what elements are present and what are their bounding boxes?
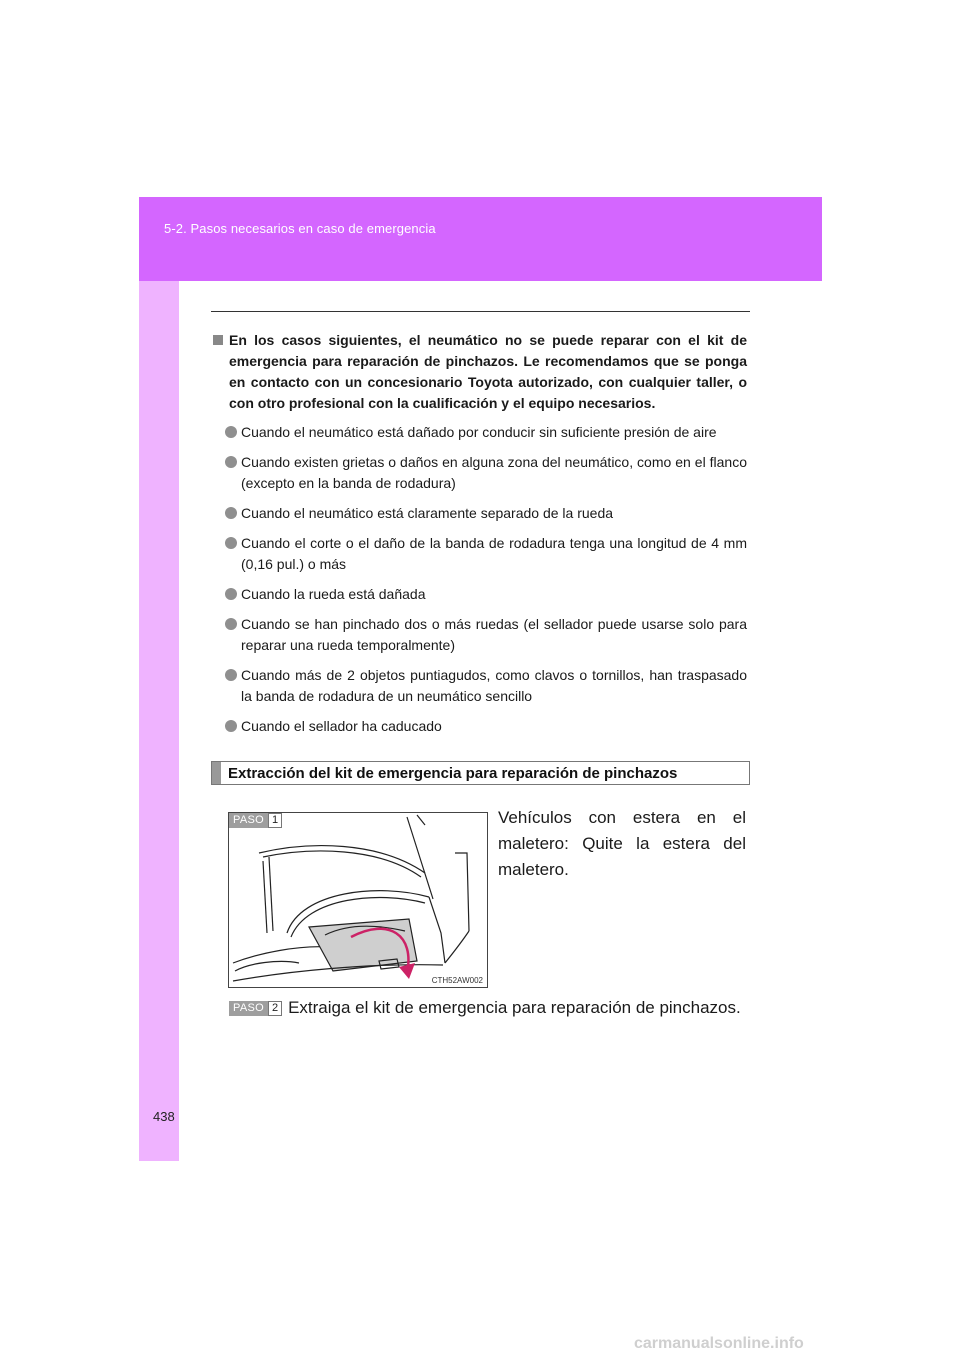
step2-text: Extraiga el kit de emergencia para reparación de pinchazos. — [288, 998, 741, 1017]
note-block — [213, 330, 747, 746]
list-item: Cuando la rueda está dañada — [225, 584, 747, 605]
bullet-dot-icon — [225, 507, 237, 519]
step-badge-label: PASO — [229, 813, 268, 828]
list-item: Cuando existen grietas o daños en alguna zona del neumático, como en el flanco (excepto en la banda de rodadura) — [225, 452, 747, 494]
bullet-dot-icon — [225, 588, 237, 600]
page-number: 438 — [153, 1109, 175, 1124]
section-heading-text: Extracción del kit de emergencia para reparación de pinchazos — [228, 764, 678, 782]
step-badge-label: PASO — [229, 1001, 268, 1016]
list-item: Cuando se han pinchado dos o más ruedas (el sellador puede usarse solo para reparar una rueda temporalmente) — [225, 614, 747, 656]
watermark: carmanualsonline.info — [634, 1335, 804, 1352]
bullet-dot-icon — [225, 669, 237, 681]
square-bullet-icon — [213, 335, 223, 345]
bullet-dot-icon — [225, 537, 237, 549]
bullet-dot-icon — [225, 720, 237, 732]
figure-code: CTH52AW002 — [431, 976, 483, 985]
section-heading — [211, 761, 750, 785]
list-item: Cuando el corte o el daño de la banda de rodadura tenga una longitud de 4 mm (0,16 pul.) o más — [225, 533, 747, 575]
list-item: Cuando el neumático está dañado por conducir sin suficiente presión de aire — [225, 422, 747, 443]
bullet-dot-icon — [225, 426, 237, 438]
list-item: Cuando el sellador ha caducado — [225, 716, 747, 737]
step-badge-number: 1 — [268, 813, 282, 828]
bullet-dot-icon — [225, 618, 237, 630]
top-rule — [211, 311, 750, 312]
section-heading-bar — [212, 762, 221, 784]
side-band — [139, 281, 179, 1161]
trunk-illustration — [229, 813, 487, 987]
section-breadcrumb: 5-2. Pasos necesarios en caso de emergencia — [164, 221, 436, 236]
step-badge — [229, 1001, 282, 1016]
list-item: Cuando el neumático está claramente separado de la rueda — [225, 503, 747, 524]
note-title-text: En los casos siguientes, el neumático no se puede reparar con el kit de emergencia para reparación de pinchazos. Le recomendamos que se ponga en contacto con un concesionario Toyota autorizado, con cualquier taller, o con otro profesional con la cualificación y el equipo necesarios. — [229, 332, 747, 411]
list-item: Cuando más de 2 objetos puntiagudos, como clavos o tornillos, han traspasado la banda de rodadura de un neumático sencillo — [225, 665, 747, 707]
header-band — [139, 197, 822, 281]
step-badge — [229, 813, 282, 828]
step-badge-number: 2 — [268, 1001, 282, 1016]
condition-list — [225, 422, 747, 737]
step2 — [229, 998, 741, 1018]
trunk-figure — [228, 812, 488, 988]
bullet-dot-icon — [225, 456, 237, 468]
note-title — [213, 330, 747, 414]
step1-text: Vehículos con estera en el maletero: Quite la estera del maletero. — [498, 808, 746, 879]
